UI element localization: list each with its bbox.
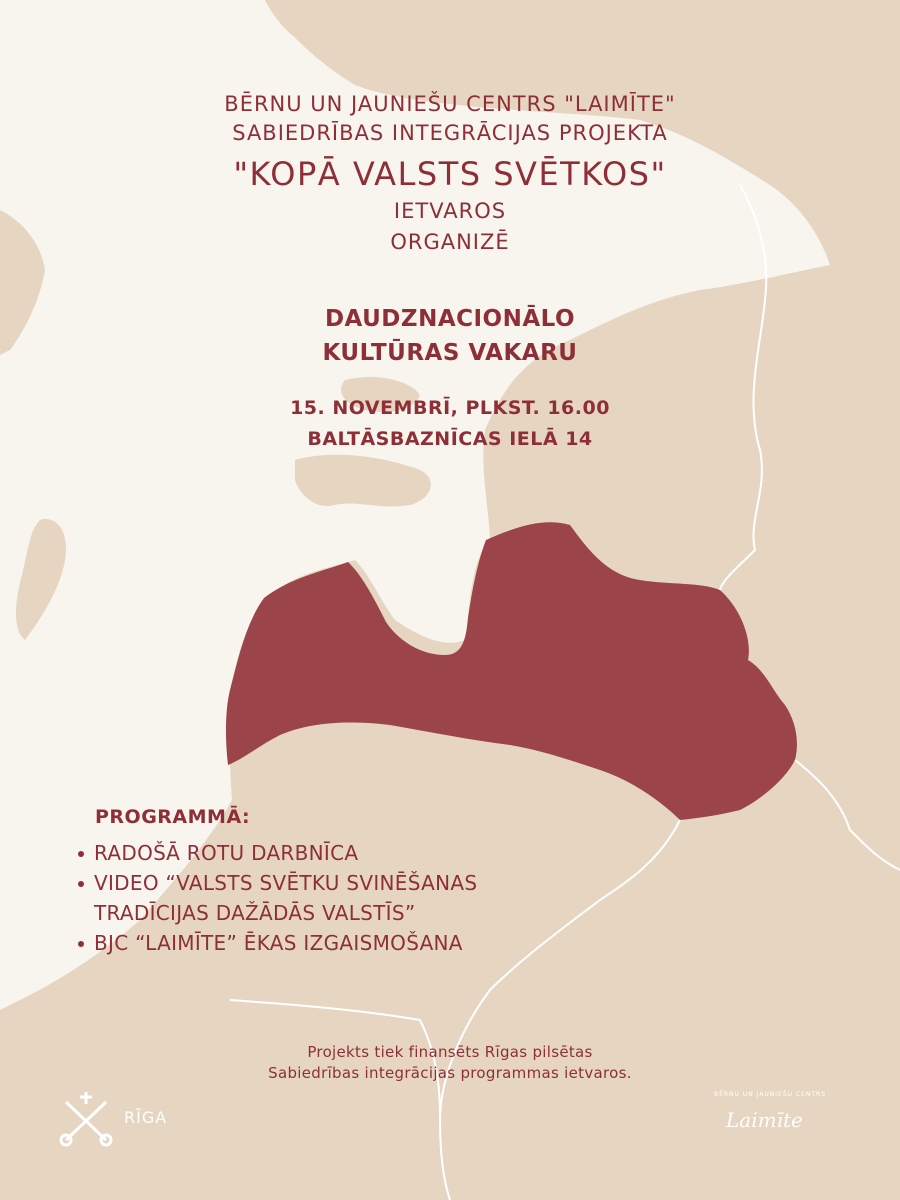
riga-label: RĪGA [124,1108,168,1127]
laimite-logo: Laimīte [726,1108,803,1132]
program-item-line: TRADĪCIJAS DAŽĀDĀS VALSTĪS” [94,901,416,925]
program-item-line: VIDEO “VALSTS SVĒTKU SVINĒŠANAS [94,871,478,895]
funding-note [0,1042,900,1084]
frame-line: IETVAROS [393,199,507,223]
project-line: SABIEDRĪBAS INTEGRĀCIJAS PROJEKTA [232,121,668,145]
program-list [76,838,477,958]
funding-line: Projekts tiek finansēts Rīgas pilsētas [307,1043,593,1061]
program-item: BJC “LAIMĪTE” ĒKAS IZGAISMOŠANA [76,928,477,958]
event-address: BALTĀSBAZNĪCAS IELĀ 14 [307,428,593,450]
program-title: PROGRAMMĀ: [95,806,251,828]
project-title: "KOPĀ VALSTS SVĒTKOS" [233,155,667,193]
program-item: RADOŠĀ ROTU DARBNĪCA [76,838,477,868]
event-title-line2: KULTŪRAS VAKARU [322,340,578,366]
organizer-line: BĒRNU UN JAUNIEŠU CENTRS "LAIMĪTE" [224,92,676,116]
program-item [76,868,477,928]
event-title-line1: DAUDZNACIONĀLO [324,306,576,332]
funding-line: Sabiedrības integrācijas programmas ietvaros. [268,1064,632,1082]
event-date: 15. NOVEMBRĪ, PLKST. 16.00 [290,397,610,419]
laimite-subtitle: BĒRNU UN JAUNIEŠU CENTRS [713,1091,827,1098]
organizes-line: ORGANIZĒ [390,230,510,254]
